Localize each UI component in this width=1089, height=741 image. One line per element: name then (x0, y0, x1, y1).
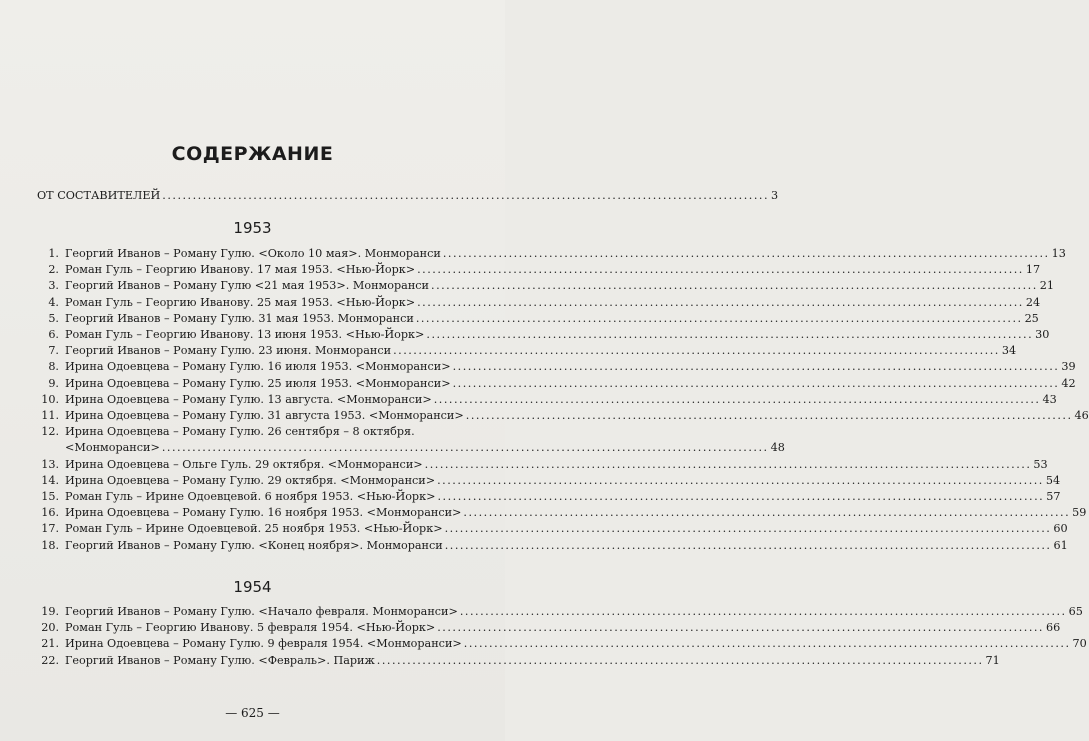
toc-entry[interactable] (37, 538, 1068, 553)
dot-leader (416, 312, 1023, 326)
dot-leader (437, 474, 1044, 488)
toc-entry[interactable] (37, 473, 1061, 488)
section-year-heading: 1953 (233, 219, 272, 237)
entry-page: 46 (1074, 409, 1089, 422)
dot-leader (434, 393, 1041, 407)
toc-entry[interactable] (37, 360, 1076, 374)
toc-entry[interactable] (37, 247, 1066, 261)
dot-leader (463, 506, 1070, 520)
entry-text: Роман Гуль – Георгию Иванову. 17 мая 1953. <Нью-Йорк> (65, 263, 416, 277)
entry-number: 9. (48, 376, 59, 390)
dot-leader (445, 522, 1052, 536)
entry-page: 25 (1024, 311, 1039, 325)
dot-leader (437, 621, 1044, 635)
entry-number: 4. (48, 295, 59, 309)
entry-page: 17 (1025, 263, 1041, 277)
entry-number: 6. (48, 328, 59, 341)
dot-leader (445, 539, 1052, 553)
entry-number: 2. (48, 263, 59, 277)
entry-page: 43 (1042, 392, 1057, 406)
toc-entry[interactable] (37, 605, 1083, 619)
entry-number: 13. (41, 457, 59, 471)
entry-page: 34 (1001, 344, 1017, 358)
toc-entry[interactable] (37, 621, 1061, 635)
toc-entry[interactable] (37, 328, 1050, 342)
dot-leader (460, 605, 1067, 619)
entry-page: 70 (1072, 637, 1087, 651)
toc-entry[interactable] (37, 522, 1068, 536)
entry-page: 42 (1061, 376, 1076, 390)
dot-leader (425, 458, 1032, 472)
dot-leader (393, 344, 1000, 358)
entry-page: 65 (1068, 605, 1083, 618)
dot-leader (431, 279, 1038, 293)
dot-leader (443, 247, 1050, 261)
dot-leader (453, 377, 1060, 391)
entry-number: 20. (41, 621, 59, 635)
entry-number: 19. (41, 605, 59, 618)
toc-entry[interactable] (37, 637, 1087, 651)
intro-entry[interactable] (37, 189, 779, 203)
toc-entry[interactable] (37, 392, 1057, 407)
dot-leader (162, 189, 769, 203)
entry-text: Георгий Иванов – Роману Гулю. <Начало февраля. Монморанси> (65, 605, 458, 618)
entry-number: 7. (48, 344, 59, 358)
entry-number: 21. (41, 637, 59, 651)
entry-page: 61 (1053, 538, 1068, 552)
entry-page: 3 (771, 189, 779, 202)
toc-entry[interactable] (37, 490, 1061, 504)
entry-page: 57 (1046, 490, 1061, 503)
entry-text: Ирина Одоевцева – Ольге Гуль. 29 октября. <Монморанси> (65, 457, 423, 471)
entry-text: Ирина Одоевцева – Роману Гулю. 16 ноября 1953. <Монморанси> (65, 506, 462, 520)
entry-page: 13 (1051, 247, 1066, 260)
toc-entry[interactable] (37, 279, 1055, 293)
entry-text: Роман Гуль – Ирине Одоевцевой. 25 ноября 1953. <Нью-Йорк> (65, 522, 443, 536)
page-number: — 625 — (225, 706, 280, 720)
entry-text: Георгий Иванов – Роману Гулю. 31 мая 1953. Монморанси (65, 311, 414, 325)
toc-entry[interactable] (37, 263, 1041, 277)
dot-leader (466, 409, 1073, 423)
entry-text: Георгий Иванов – Роману Гулю. 23 июня. Монморанси (65, 344, 392, 358)
entry-text: Ирина Одоевцева – Роману Гулю. 13 августа. <Монморанси> (65, 392, 432, 406)
dot-leader (162, 441, 769, 455)
dot-leader (417, 263, 1024, 277)
entry-number: 18. (41, 538, 59, 552)
dot-leader (437, 490, 1044, 504)
entry-text: Роман Гуль – Георгию Иванову. 5 февраля 1954. <Нью-Йорк> (65, 621, 436, 635)
entry-text: Георгий Иванов – Роману Гулю. <Около 10 мая>. Монморанси (65, 247, 441, 260)
entry-text: Ирина Одоевцева – Роману Гулю. 25 июля 1953. <Монморанси> (65, 376, 451, 390)
entry-text: ОТ СОСТАВИТЕЛЕЙ (37, 189, 161, 202)
entry-number: 14. (41, 473, 59, 487)
toc-entry[interactable] (37, 376, 1076, 391)
toc-entry[interactable] (37, 457, 1048, 472)
entry-page: 71 (985, 653, 1000, 667)
entry-number: 3. (48, 279, 59, 293)
toc-entry[interactable] (37, 506, 1087, 520)
toc-entry[interactable] (37, 344, 1017, 358)
section-year-heading: 1954 (233, 578, 272, 596)
dot-leader (453, 360, 1060, 374)
toc-entry[interactable] (37, 425, 449, 439)
entry-text: Роман Гуль – Георгию Иванову. 25 мая 1953. <Нью-Йорк> (65, 295, 416, 309)
entry-page: 53 (1033, 457, 1048, 471)
entry-page: 30 (1035, 328, 1050, 341)
entry-number: 5. (48, 311, 59, 325)
entry-page: 39 (1061, 360, 1076, 374)
entry-number: 8. (48, 360, 59, 374)
entry-text: Ирина Одоевцева – Роману Гулю. 31 августа 1953. <Монморанси> (65, 409, 464, 422)
toc-entry[interactable] (37, 295, 1041, 310)
page-title: СОДЕРЖАНИЕ (171, 143, 334, 165)
entry-number: 22. (41, 653, 59, 667)
entry-text: <Монморанси> (65, 441, 160, 455)
entry-page: 21 (1039, 279, 1055, 293)
entry-text: Ирина Одоевцева – Роману Гулю. 29 октября. <Монморанси> (65, 473, 436, 487)
toc-entry-continuation[interactable] (65, 441, 785, 455)
entry-text: Роман Гуль – Ирине Одоевцевой. 6 ноября 1953. <Нью-Йорк> (65, 490, 436, 503)
entry-number: 16. (41, 506, 59, 520)
entry-number: 1. (48, 247, 59, 260)
entry-page: 59 (1072, 506, 1087, 520)
dot-leader (426, 328, 1033, 342)
toc-entry[interactable] (37, 311, 1039, 326)
entry-text: Ирина Одоевцева – Роману Гулю. 16 июля 1953. <Монморанси> (65, 360, 451, 374)
toc-entry[interactable] (37, 653, 1000, 668)
entry-page: 66 (1046, 621, 1061, 635)
entry-page: 54 (1045, 473, 1061, 487)
entry-page: 60 (1053, 522, 1068, 536)
dot-leader (417, 296, 1024, 310)
entry-number: 15. (41, 490, 59, 503)
entry-number: 17. (41, 522, 59, 536)
entry-number: 12. (41, 425, 59, 439)
entry-text: Ирина Одоевцева – Роману Гулю. 9 февраля 1954. <Монморанси> (65, 637, 462, 651)
entry-number: 11. (41, 409, 59, 422)
dot-leader (464, 637, 1071, 651)
entry-text: Георгий Иванов – Роману Гулю. <Февраль>. Париж (65, 653, 375, 667)
entry-text: Георгий Иванов – Роману Гулю. <Конец ноября>. Монморанси (65, 538, 443, 552)
entry-text: Георгий Иванов – Роману Гулю <21 мая 1953>. Монморанси (65, 279, 430, 293)
dot-leader (377, 654, 984, 668)
entry-number: 10. (41, 392, 59, 406)
entry-page: 24 (1025, 295, 1041, 309)
entry-text: Ирина Одоевцева – Роману Гулю. 26 сентября – 8 октября. (65, 425, 415, 439)
entry-text: Роман Гуль – Георгию Иванову. 13 июня 1953. <Нью-Йорк> (65, 328, 425, 341)
entry-page: 48 (770, 441, 785, 455)
toc-entry[interactable] (37, 409, 1089, 423)
